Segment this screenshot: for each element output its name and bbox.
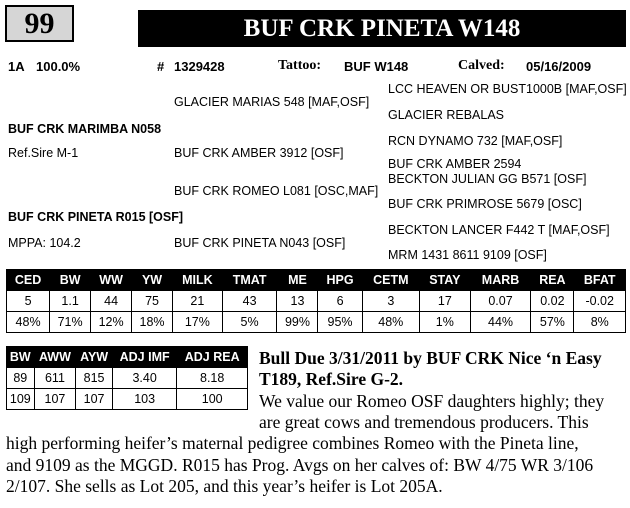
- epd-header-yw: YW: [132, 270, 173, 291]
- epd-value-hpg: 6: [318, 291, 362, 312]
- epd-percent-bfat: 8%: [574, 312, 626, 333]
- perf-ratio-adj-imf: 103: [112, 389, 176, 410]
- epd-percent-cetm: 48%: [362, 312, 419, 333]
- epd-percent-hpg: 95%: [318, 312, 362, 333]
- perf-header-row: [7, 347, 248, 368]
- perf-value-adj-rea: 8.18: [177, 368, 248, 389]
- sire-dam: BUF CRK AMBER 3912 [OSF]: [174, 146, 344, 160]
- epd-percent-rea: 57%: [531, 312, 574, 333]
- dam-dam-sire: BECKTON LANCER F442 T [MAF,OSF]: [388, 223, 610, 237]
- epd-header-cetm: CETM: [362, 270, 419, 291]
- sire-sire: GLACIER MARIAS 548 [MAF,OSF]: [174, 95, 370, 109]
- epd-value-row: [7, 291, 626, 312]
- epd-percent-bw: 71%: [50, 312, 91, 333]
- epd-value-me: 13: [277, 291, 318, 312]
- epd-percent-row: [7, 312, 626, 333]
- perf-ratio-adj-rea: 100: [177, 389, 248, 410]
- sire-name: BUF CRK MARIMBA N058: [8, 122, 162, 136]
- perf-ratio-aww: 107: [34, 389, 76, 410]
- epd-value-stay: 17: [419, 291, 470, 312]
- remarks-line-3: high performing heifer’s maternal pedigree combines Romeo with the Pineta line,: [6, 433, 579, 453]
- epd-value-marb: 0.07: [470, 291, 531, 312]
- epd-header-ww: WW: [91, 270, 132, 291]
- remarks-line-2: are great cows and tremendous producers. This: [259, 412, 589, 432]
- epd-percent-ced: 48%: [7, 312, 50, 333]
- dam-dam-dam: MRM 1431 8611 9109 [OSF]: [388, 248, 547, 262]
- sire-sire-sire: LCC HEAVEN OR BUST1000B [MAF,OSF]: [388, 82, 627, 96]
- perf-value-aww: 611: [34, 368, 76, 389]
- perf-value-ayw: 815: [76, 368, 113, 389]
- epd-percent-me: 99%: [277, 312, 318, 333]
- dam-sire-sire: BECKTON JULIAN GG B571 [OSF]: [388, 172, 587, 186]
- performance-table: [6, 346, 248, 410]
- perf-header-adj-imf: ADJ IMF: [112, 347, 176, 368]
- epd-header-hpg: HPG: [318, 270, 362, 291]
- epd-percent-ww: 12%: [91, 312, 132, 333]
- epd-value-cetm: 3: [362, 291, 419, 312]
- perf-ratio-row: [7, 389, 248, 410]
- lot-number: 99: [5, 5, 74, 42]
- epd-header-row: [7, 270, 626, 291]
- epd-header-marb: MARB: [470, 270, 531, 291]
- tattoo-value: BUF W148: [344, 59, 409, 74]
- perf-value-row: [7, 368, 248, 389]
- sire-dam-sire: RCN DYNAMO 732 [MAF,OSF]: [388, 134, 563, 148]
- dam-sire: BUF CRK ROMEO L081 [OSC,MAF]: [174, 184, 379, 198]
- epd-percent-tmat: 5%: [222, 312, 277, 333]
- ear-code: 1A: [8, 59, 25, 74]
- calved-value: 05/16/2009: [526, 59, 592, 74]
- epd-value-ced: 5: [7, 291, 50, 312]
- epd-header-ced: CED: [7, 270, 50, 291]
- epd-value-ww: 44: [91, 291, 132, 312]
- epd-table: [6, 269, 626, 333]
- epd-value-yw: 75: [132, 291, 173, 312]
- tattoo-label: Tattoo:: [278, 58, 322, 73]
- epd-header-milk: MILK: [173, 270, 223, 291]
- perf-ratio-bw: 109: [7, 389, 35, 410]
- perf-header-aww: AWW: [34, 347, 76, 368]
- epd-percent-stay: 1%: [419, 312, 470, 333]
- remarks-line-5: 2/107. She sells as Lot 205, and this year’s heifer is Lot 205A.: [6, 476, 443, 496]
- reg-label: #: [157, 59, 165, 74]
- perf-header-ayw: AYW: [76, 347, 113, 368]
- epd-header-me: ME: [277, 270, 318, 291]
- epd-header-bfat: BFAT: [574, 270, 626, 291]
- epd-percent-milk: 17%: [173, 312, 223, 333]
- epd-header-stay: STAY: [419, 270, 470, 291]
- epd-header-bw: BW: [50, 270, 91, 291]
- epd-percent-marb: 44%: [470, 312, 531, 333]
- epd-value-tmat: 43: [222, 291, 277, 312]
- epd-percent-yw: 18%: [132, 312, 173, 333]
- epd-value-bw: 1.1: [50, 291, 91, 312]
- remarks-line-4: and 9109 as the MGGD. R015 has Prog. Avgs on her calves of: BW 4/75 WR 3/106: [6, 455, 594, 475]
- dam-note: MPPA: 104.2: [8, 236, 81, 250]
- dam-sire-dam: BUF CRK PRIMROSE 5679 [OSC]: [388, 197, 582, 211]
- dam-dam: BUF CRK PINETA N043 [OSF]: [174, 236, 346, 250]
- perf-ratio-ayw: 107: [76, 389, 113, 410]
- epd-header-tmat: TMAT: [222, 270, 277, 291]
- percent: 100.0%: [36, 59, 81, 74]
- sire-note: Ref.Sire M-1: [8, 146, 79, 160]
- epd-header-rea: REA: [531, 270, 574, 291]
- dam-name: BUF CRK PINETA R015 [OSF]: [8, 210, 184, 224]
- epd-value-milk: 21: [173, 291, 223, 312]
- epd-value-rea: 0.02: [531, 291, 574, 312]
- perf-header-bw: BW: [7, 347, 35, 368]
- sire-sire-dam: GLACIER REBALAS: [388, 108, 505, 122]
- perf-header-adj-rea: ADJ REA: [177, 347, 248, 368]
- epd-value-bfat: -0.02: [574, 291, 626, 312]
- perf-value-adj-imf: 3.40: [112, 368, 176, 389]
- calved-label: Calved:: [458, 58, 505, 73]
- remarks-headline-2: T189, Ref.Sire G-2.: [259, 369, 404, 389]
- perf-value-bw: 89: [7, 368, 35, 389]
- sire-dam-dam: BUF CRK AMBER 2594: [388, 157, 522, 171]
- remarks-line-1: We value our Romeo OSF daughters highly; they: [259, 391, 605, 411]
- remarks-headline-1: Bull Due 3/31/2011 by BUF CRK Nice ‘n Easy: [259, 348, 602, 368]
- bull-name: BUF CRK PINETA W148: [138, 10, 626, 47]
- reg-number: 1329428: [174, 59, 225, 74]
